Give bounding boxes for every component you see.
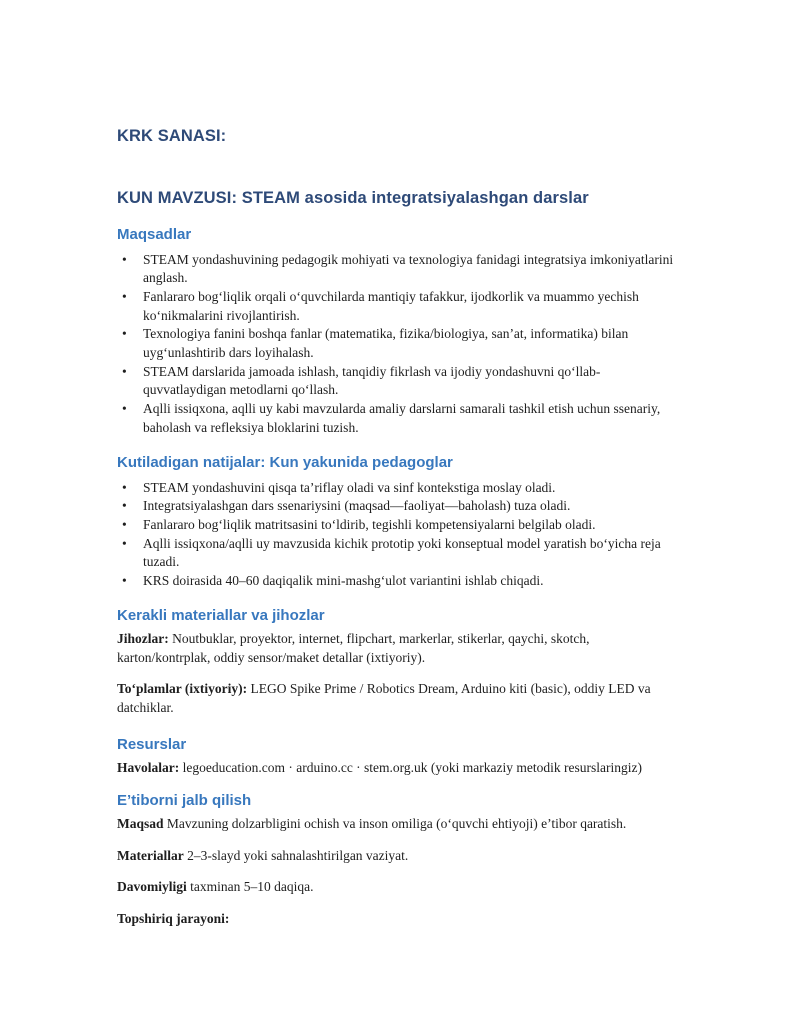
maqsad-text: Mavzuning dolzarbligini ochish va inson omiliga (oʻquvchi ehtiyoji) e’tibor qaratish. <box>163 815 627 831</box>
heading-etiborni-jalb-qilish: E’tiborni jalb qilish <box>117 791 252 809</box>
materiallar-text: 2–3-slayd yoki sahnalashtirilgan vaziyat. <box>183 847 409 863</box>
havolalar-paragraph <box>117 759 683 778</box>
toplamlar-paragraph <box>117 680 683 717</box>
materiallar-paragraph <box>117 847 683 866</box>
bullet-item: • Integratsiyalashgan dars ssenariysini (maqsad—faoliyat—baholash) tuza oladi. <box>117 497 683 516</box>
heading-kutiladigan-natijalar: Kutiladigan natijalar: Kun yakunida pedagoglar <box>117 454 453 472</box>
topshiriq-label: Topshiriq jarayoni: <box>117 911 230 927</box>
bullet-item: • STEAM darslarida jamoada ishlash, tanqidiy fikrlash va ijodiy yondashuvni qoʻllab-quvvatlaydigan metodlarni qoʻllash. <box>117 363 683 400</box>
bullet-item: • STEAM yondashuvini qisqa ta’riflay oladi va sinf kontekstiga moslay oladi. <box>117 479 683 498</box>
heading-krk-sanasi: KRK SANASI: <box>117 127 227 145</box>
bullet-item: • STEAM yondashuvining pedagogik mohiyati va texnologiya fanidagi integratsiya imkoniyatlarini anglash. <box>117 251 683 288</box>
bullet-item: • Aqlli issiqxona/aqlli uy mavzusida kichik prototip yoki konseptual model yaratish boʻyicha reja tuzadi. <box>117 535 683 572</box>
maqsadlar-list <box>117 251 683 438</box>
heading-kun-mavzusi: KUN MAVZUSI: STEAM asosida integratsiyalashgan darslar <box>117 189 589 208</box>
bullet-item: • Texnologiya fanini boshqa fanlar (matematika, fizika/biologiya, san’at, informatika) bilan uygʻunlashtirib dars loyihalash. <box>117 325 683 362</box>
davomiyligi-label: Davomiyligi <box>117 879 187 895</box>
davomiyligi-text: taxminan 5–10 daqiqa. <box>186 879 314 895</box>
jihozlar-label: Jihozlar: <box>117 631 169 647</box>
havolalar-text: legoeducation.com · arduino.cc · stem.org.uk (yoki markaziy metodik resurslaringiz) <box>179 760 642 776</box>
bullet-item: • Fanlararo bogʻliqlik matritsasini toʻldirib, tegishli kompetensiyalarni belgilab oladi. <box>117 516 683 535</box>
jihozlar-paragraph <box>117 630 683 667</box>
bullet-item: • Aqlli issiqxona, aqlli uy kabi mavzularda amaliy darslarni samarali tashkil etish uchun ssenariy, baholash va refleksiya bloklarini tuzish. <box>117 400 683 437</box>
natijalar-list <box>117 479 683 591</box>
heading-resurslar: Resurslar <box>117 735 187 753</box>
davomiyligi-paragraph <box>117 878 683 897</box>
heading-maqsadlar: Maqsadlar <box>117 226 192 244</box>
maqsad-label: Maqsad <box>117 815 164 831</box>
toplamlar-label: Toʻplamlar (ixtiyoriy): <box>117 681 248 697</box>
topshiriq-paragraph <box>117 910 683 929</box>
maqsad-paragraph <box>117 815 683 834</box>
bullet-item: • Fanlararo bogʻliqlik orqali oʻquvchilarda mantiqiy tafakkur, ijodkorlik va muammo yechish koʻnikmalarini rivojlantirish. <box>117 288 683 325</box>
jihozlar-text: Noutbuklar, proyektor, internet, flipchart, markerlar, stikerlar, qaychi, skotch, karton/kontrplak, oddiy sensor/maket detallar (ixtiyoriy). <box>117 631 590 665</box>
heading-kerakli-materiallar: Kerakli materiallar va jihozlar <box>117 606 325 624</box>
materiallar-label: Materiallar <box>117 847 184 863</box>
havolalar-label: Havolalar: <box>117 760 180 776</box>
bullet-item: • KRS doirasida 40–60 daqiqalik mini-mashgʻulot variantini ishlab chiqadi. <box>117 572 683 591</box>
toplamlar-text: LEGO Spike Prime / Robotics Dream, Arduino kiti (basic), oddiy LED va datchiklar. <box>117 681 651 716</box>
